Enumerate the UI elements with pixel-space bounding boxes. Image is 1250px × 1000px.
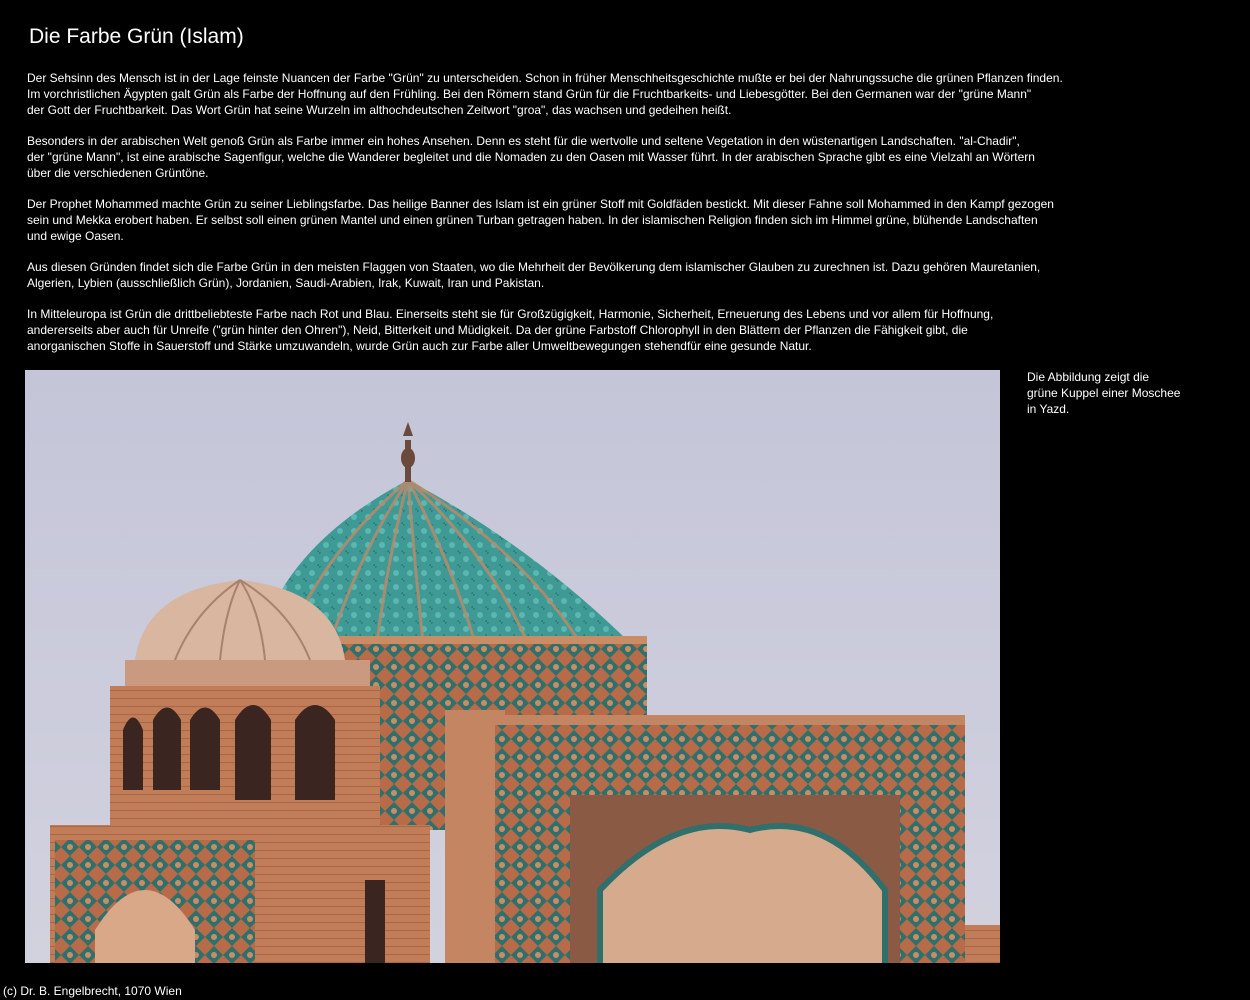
paragraph: Besonders in der arabischen Welt genoß Grün als Farbe immer ein hohes Ansehen. Denn es steht für die wertvolle und seltene Vegetation in den wüstenartigen Landschaften. "al-Chadir", der "grüne Mann", ist eine arabische Sagenfigur, welche die Wanderer begleitet und die Nomaden zu den Oasen mit Wasser führt. In der arabischen Sprache gibt es eine Vielzahl an Wörtern über die verschiedenen Grüntöne. xyxy=(27,134,1035,180)
paragraph: Aus diesen Gründen findet sich die Farbe Grün in den meisten Flaggen von Staaten, wo die Mehrheit der Bevölkerung dem islamischer Glauben zu zurechnen ist. Dazu gehören Mauretanien, Algerien, Lybien (ausschließlich Grün), Jordanien, Saudi-Arabien, Irak, Kuwait, Iran und Pakistan. xyxy=(27,260,1041,290)
lower-building xyxy=(50,825,430,963)
paragraph: Der Sehsinn des Mensch ist in der Lage feinste Nuancen der Farbe "Grün" zu unterscheiden. Schon in früher Menschheitsgeschichte mußte er bei der Nahrungssuche die grünen Pflanzen finden. Im vorchristlichen Ägypten galt Grün als Farbe der Hoffnung auf den Frühling. Bei den Römern stand Grün für die Fruchtbarkeits- und Liebesgötter. Bei den Germanen war der "grüne Mann" der Gott der Fruchtbarkeit. Das Wort Grün hat seine Wurzeln im althochdeutschen Zeitwort "groa", das wachsen und gedeihen heißt. xyxy=(27,71,1063,117)
paragraph: In Mitteleuropa ist Grün die drittbeliebteste Farbe nach Rot und Blau. Einerseits steht sie für Großzügigkeit, Harmonie, Sicherheit, Erneuerung des Lebens und vor allem für Hoffnung, andererseits aber auch für Unreife ("grün hinter den Ohren"), Neid, Bitterkeit und Müdigkeit. Da der grüne Farbstoff Chlorophyll in den Blättern der Pflanzen die Fähigkeit gibt, die anorganischen Stoffe in Sauerstoff und Stärke umzuwandeln, wurde Grün auch zur Farbe aller Umweltbewegungen stehendfür eine gesunde Natur. xyxy=(27,307,994,353)
mosque-illustration xyxy=(25,370,1000,963)
page-title: Die Farbe Grün (Islam) xyxy=(29,25,244,48)
mosque-dome-photo xyxy=(25,370,1000,963)
side-wall xyxy=(965,925,1000,963)
image-caption: Die Abbildung zeigt die grüne Kuppel einer Moschee in Yazd. xyxy=(1027,370,1181,416)
paragraph: Der Prophet Mohammed machte Grün zu seiner Lieblingsfarbe. Das heilige Banner des Islam ist ein grüner Stoff mit Goldfäden bestickt. Mit dieser Fahne soll Mohammed in den Kampf gezogen sein und Mekka erobert haben. Er selbst soll einen grünen Mantel und einen grünen Turban getragen haben. In der islamischen Religion finden sich im Himmel grüne, blühende Landschaften und ewige Oasen. xyxy=(27,197,1054,243)
iwan-portal xyxy=(445,710,965,963)
copyright-footer: (c) Dr. B. Engelbrecht, 1070 Wien xyxy=(3,984,182,998)
article-text xyxy=(27,70,1077,369)
